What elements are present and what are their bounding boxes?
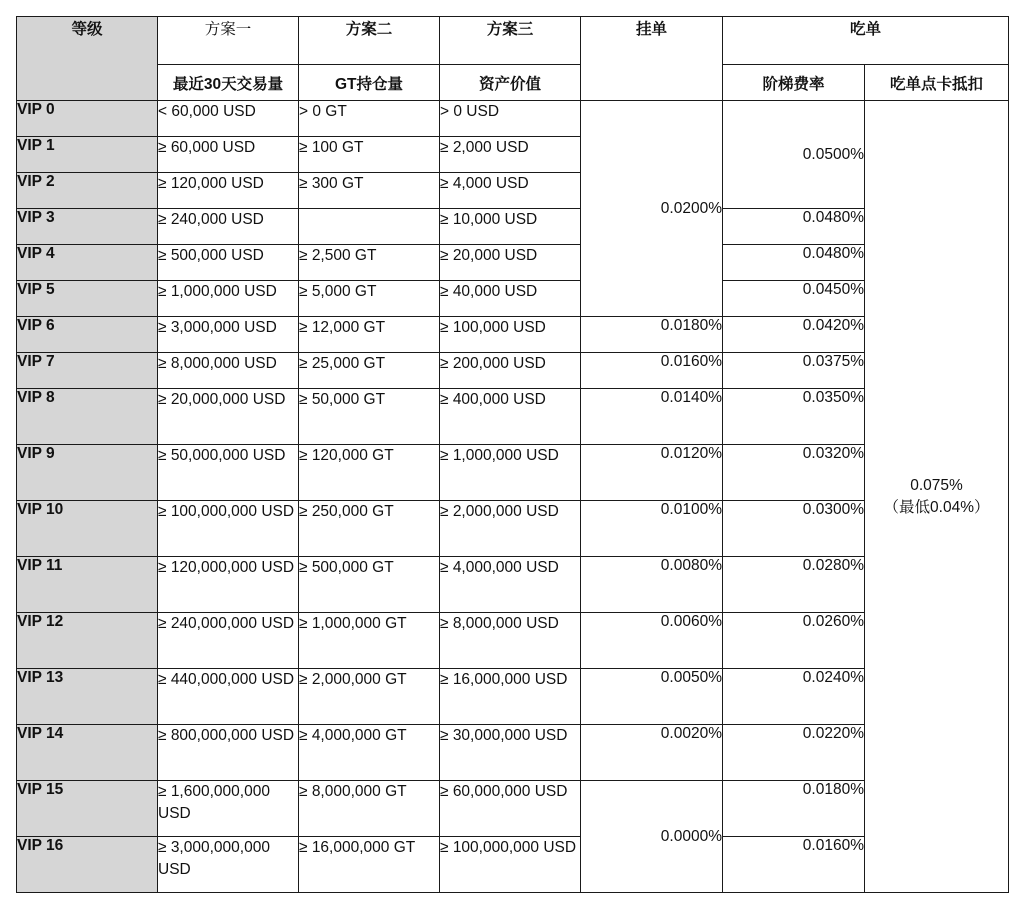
table-row (17, 101, 1009, 137)
table-row (17, 781, 1009, 837)
volume-cell: ≥ 120,000 USD (158, 173, 299, 209)
taker-tier-cell: 0.0350% (723, 389, 865, 445)
gt-cell: ≥ 300 GT (299, 173, 440, 209)
level-cell: VIP 1 (17, 137, 158, 173)
gt-cell: ≥ 100 GT (299, 137, 440, 173)
gt-cell: ≥ 4,000,000 GT (299, 725, 440, 781)
volume-cell: ≥ 240,000 USD (158, 209, 299, 245)
assets-cell: ≥ 100,000,000 USD (440, 837, 581, 893)
gt-cell: ≥ 120,000 GT (299, 445, 440, 501)
assets-cell: ≥ 60,000,000 USD (440, 781, 581, 837)
taker-tier-cell: 0.0160% (723, 837, 865, 893)
assets-cell: ≥ 100,000 USD (440, 317, 581, 353)
header-plan2-gt: GT持仓量 (299, 65, 440, 101)
level-cell: VIP 0 (17, 101, 158, 137)
header-plan1-volume: 最近30天交易量 (158, 65, 299, 101)
gt-cell: ≥ 2,000,000 GT (299, 669, 440, 725)
maker-cell: 0.0140% (581, 389, 723, 445)
volume-cell: ≥ 800,000,000 USD (158, 725, 299, 781)
taker-tier-cell: 0.0480% (723, 209, 865, 245)
volume-cell: ≥ 440,000,000 USD (158, 669, 299, 725)
table-row (17, 209, 1009, 245)
volume-cell: ≥ 8,000,000 USD (158, 353, 299, 389)
level-cell: VIP 6 (17, 317, 158, 353)
gt-cell: ≥ 16,000,000 GT (299, 837, 440, 893)
gt-cell (299, 209, 440, 245)
level-cell: VIP 11 (17, 557, 158, 613)
header-plan2: 方案二 (299, 17, 440, 65)
vip-fee-table (16, 16, 1009, 893)
table-row (17, 353, 1009, 389)
level-cell: VIP 15 (17, 781, 158, 837)
header-maker: 挂单 (581, 17, 723, 101)
volume-cell: ≥ 3,000,000,000 USD (158, 837, 299, 893)
assets-cell: ≥ 2,000 USD (440, 137, 581, 173)
header-taker: 吃单 (723, 17, 1009, 65)
taker-tier-cell: 0.0320% (723, 445, 865, 501)
header-taker-tier: 阶梯费率 (723, 65, 865, 101)
level-cell: VIP 5 (17, 281, 158, 317)
gt-cell: ≥ 25,000 GT (299, 353, 440, 389)
level-cell: VIP 10 (17, 501, 158, 557)
maker-cell: 0.0080% (581, 557, 723, 613)
header-row-1 (17, 17, 1009, 65)
table-row (17, 445, 1009, 501)
volume-cell: ≥ 1,600,000,000 USD (158, 781, 299, 837)
assets-cell: ≥ 16,000,000 USD (440, 669, 581, 725)
gt-cell: > 0 GT (299, 101, 440, 137)
table-row (17, 389, 1009, 445)
level-cell: VIP 8 (17, 389, 158, 445)
table-row (17, 557, 1009, 613)
gt-cell: ≥ 50,000 GT (299, 389, 440, 445)
maker-cell: 0.0100% (581, 501, 723, 557)
level-cell: VIP 14 (17, 725, 158, 781)
level-cell: VIP 16 (17, 837, 158, 893)
volume-cell: ≥ 20,000,000 USD (158, 389, 299, 445)
maker-cell: 0.0200% (581, 101, 723, 317)
maker-cell: 0.0020% (581, 725, 723, 781)
gt-cell: ≥ 1,000,000 GT (299, 613, 440, 669)
gt-cell: ≥ 250,000 GT (299, 501, 440, 557)
taker-tier-cell: 0.0375% (723, 353, 865, 389)
level-cell: VIP 3 (17, 209, 158, 245)
table-row (17, 669, 1009, 725)
header-taker-point: 吃单点卡抵扣 (865, 65, 1009, 101)
taker-tier-cell: 0.0280% (723, 557, 865, 613)
level-cell: VIP 2 (17, 173, 158, 209)
gt-cell: ≥ 5,000 GT (299, 281, 440, 317)
table-row (17, 317, 1009, 353)
gt-cell: ≥ 12,000 GT (299, 317, 440, 353)
assets-cell: ≥ 20,000 USD (440, 245, 581, 281)
header-plan3: 方案三 (440, 17, 581, 65)
level-cell: VIP 4 (17, 245, 158, 281)
table-row (17, 725, 1009, 781)
assets-cell: ≥ 1,000,000 USD (440, 445, 581, 501)
taker-point-value: 0.075% (910, 476, 963, 494)
maker-cell: 0.0000% (581, 781, 723, 893)
maker-cell: 0.0120% (581, 445, 723, 501)
taker-tier-cell: 0.0220% (723, 725, 865, 781)
maker-cell: 0.0180% (581, 317, 723, 353)
table-row (17, 613, 1009, 669)
level-cell: VIP 9 (17, 445, 158, 501)
taker-tier-cell: 0.0420% (723, 317, 865, 353)
assets-cell: ≥ 8,000,000 USD (440, 613, 581, 669)
taker-tier-cell: 0.0450% (723, 281, 865, 317)
gt-cell: ≥ 8,000,000 GT (299, 781, 440, 837)
header-level: 等级 (17, 17, 158, 101)
volume-cell: ≥ 120,000,000 USD (158, 557, 299, 613)
volume-cell: ≥ 500,000 USD (158, 245, 299, 281)
volume-cell: ≥ 3,000,000 USD (158, 317, 299, 353)
taker-tier-cell: 0.0260% (723, 613, 865, 669)
assets-cell: ≥ 40,000 USD (440, 281, 581, 317)
level-cell: VIP 12 (17, 613, 158, 669)
maker-cell: 0.0160% (581, 353, 723, 389)
volume-cell: ≥ 50,000,000 USD (158, 445, 299, 501)
taker-tier-cell: 0.0480% (723, 245, 865, 281)
assets-cell: ≥ 10,000 USD (440, 209, 581, 245)
assets-cell: ≥ 4,000 USD (440, 173, 581, 209)
taker-tier-cell: 0.0300% (723, 501, 865, 557)
taker-tier-cell: 0.0500% (723, 101, 865, 209)
header-plan3-assets: 资产价值 (440, 65, 581, 101)
maker-cell: 0.0060% (581, 613, 723, 669)
level-cell: VIP 7 (17, 353, 158, 389)
table-row (17, 245, 1009, 281)
assets-cell: ≥ 200,000 USD (440, 353, 581, 389)
table-row (17, 281, 1009, 317)
header-row-2 (17, 65, 1009, 101)
taker-point-note: （最低0.04%） (883, 498, 990, 516)
table-row (17, 837, 1009, 893)
header-plan1: 方案一 (158, 17, 299, 65)
assets-cell: ≥ 30,000,000 USD (440, 725, 581, 781)
taker-tier-cell: 0.0240% (723, 669, 865, 725)
gt-cell: ≥ 2,500 GT (299, 245, 440, 281)
taker-tier-cell: 0.0180% (723, 781, 865, 837)
volume-cell: ≥ 100,000,000 USD (158, 501, 299, 557)
volume-cell: ≥ 1,000,000 USD (158, 281, 299, 317)
assets-cell: ≥ 4,000,000 USD (440, 557, 581, 613)
taker-point-cell (865, 101, 1009, 893)
assets-cell: > 0 USD (440, 101, 581, 137)
level-cell: VIP 13 (17, 669, 158, 725)
assets-cell: ≥ 2,000,000 USD (440, 501, 581, 557)
volume-cell: < 60,000 USD (158, 101, 299, 137)
volume-cell: ≥ 240,000,000 USD (158, 613, 299, 669)
maker-cell: 0.0050% (581, 669, 723, 725)
assets-cell: ≥ 400,000 USD (440, 389, 581, 445)
gt-cell: ≥ 500,000 GT (299, 557, 440, 613)
volume-cell: ≥ 60,000 USD (158, 137, 299, 173)
table-row (17, 501, 1009, 557)
